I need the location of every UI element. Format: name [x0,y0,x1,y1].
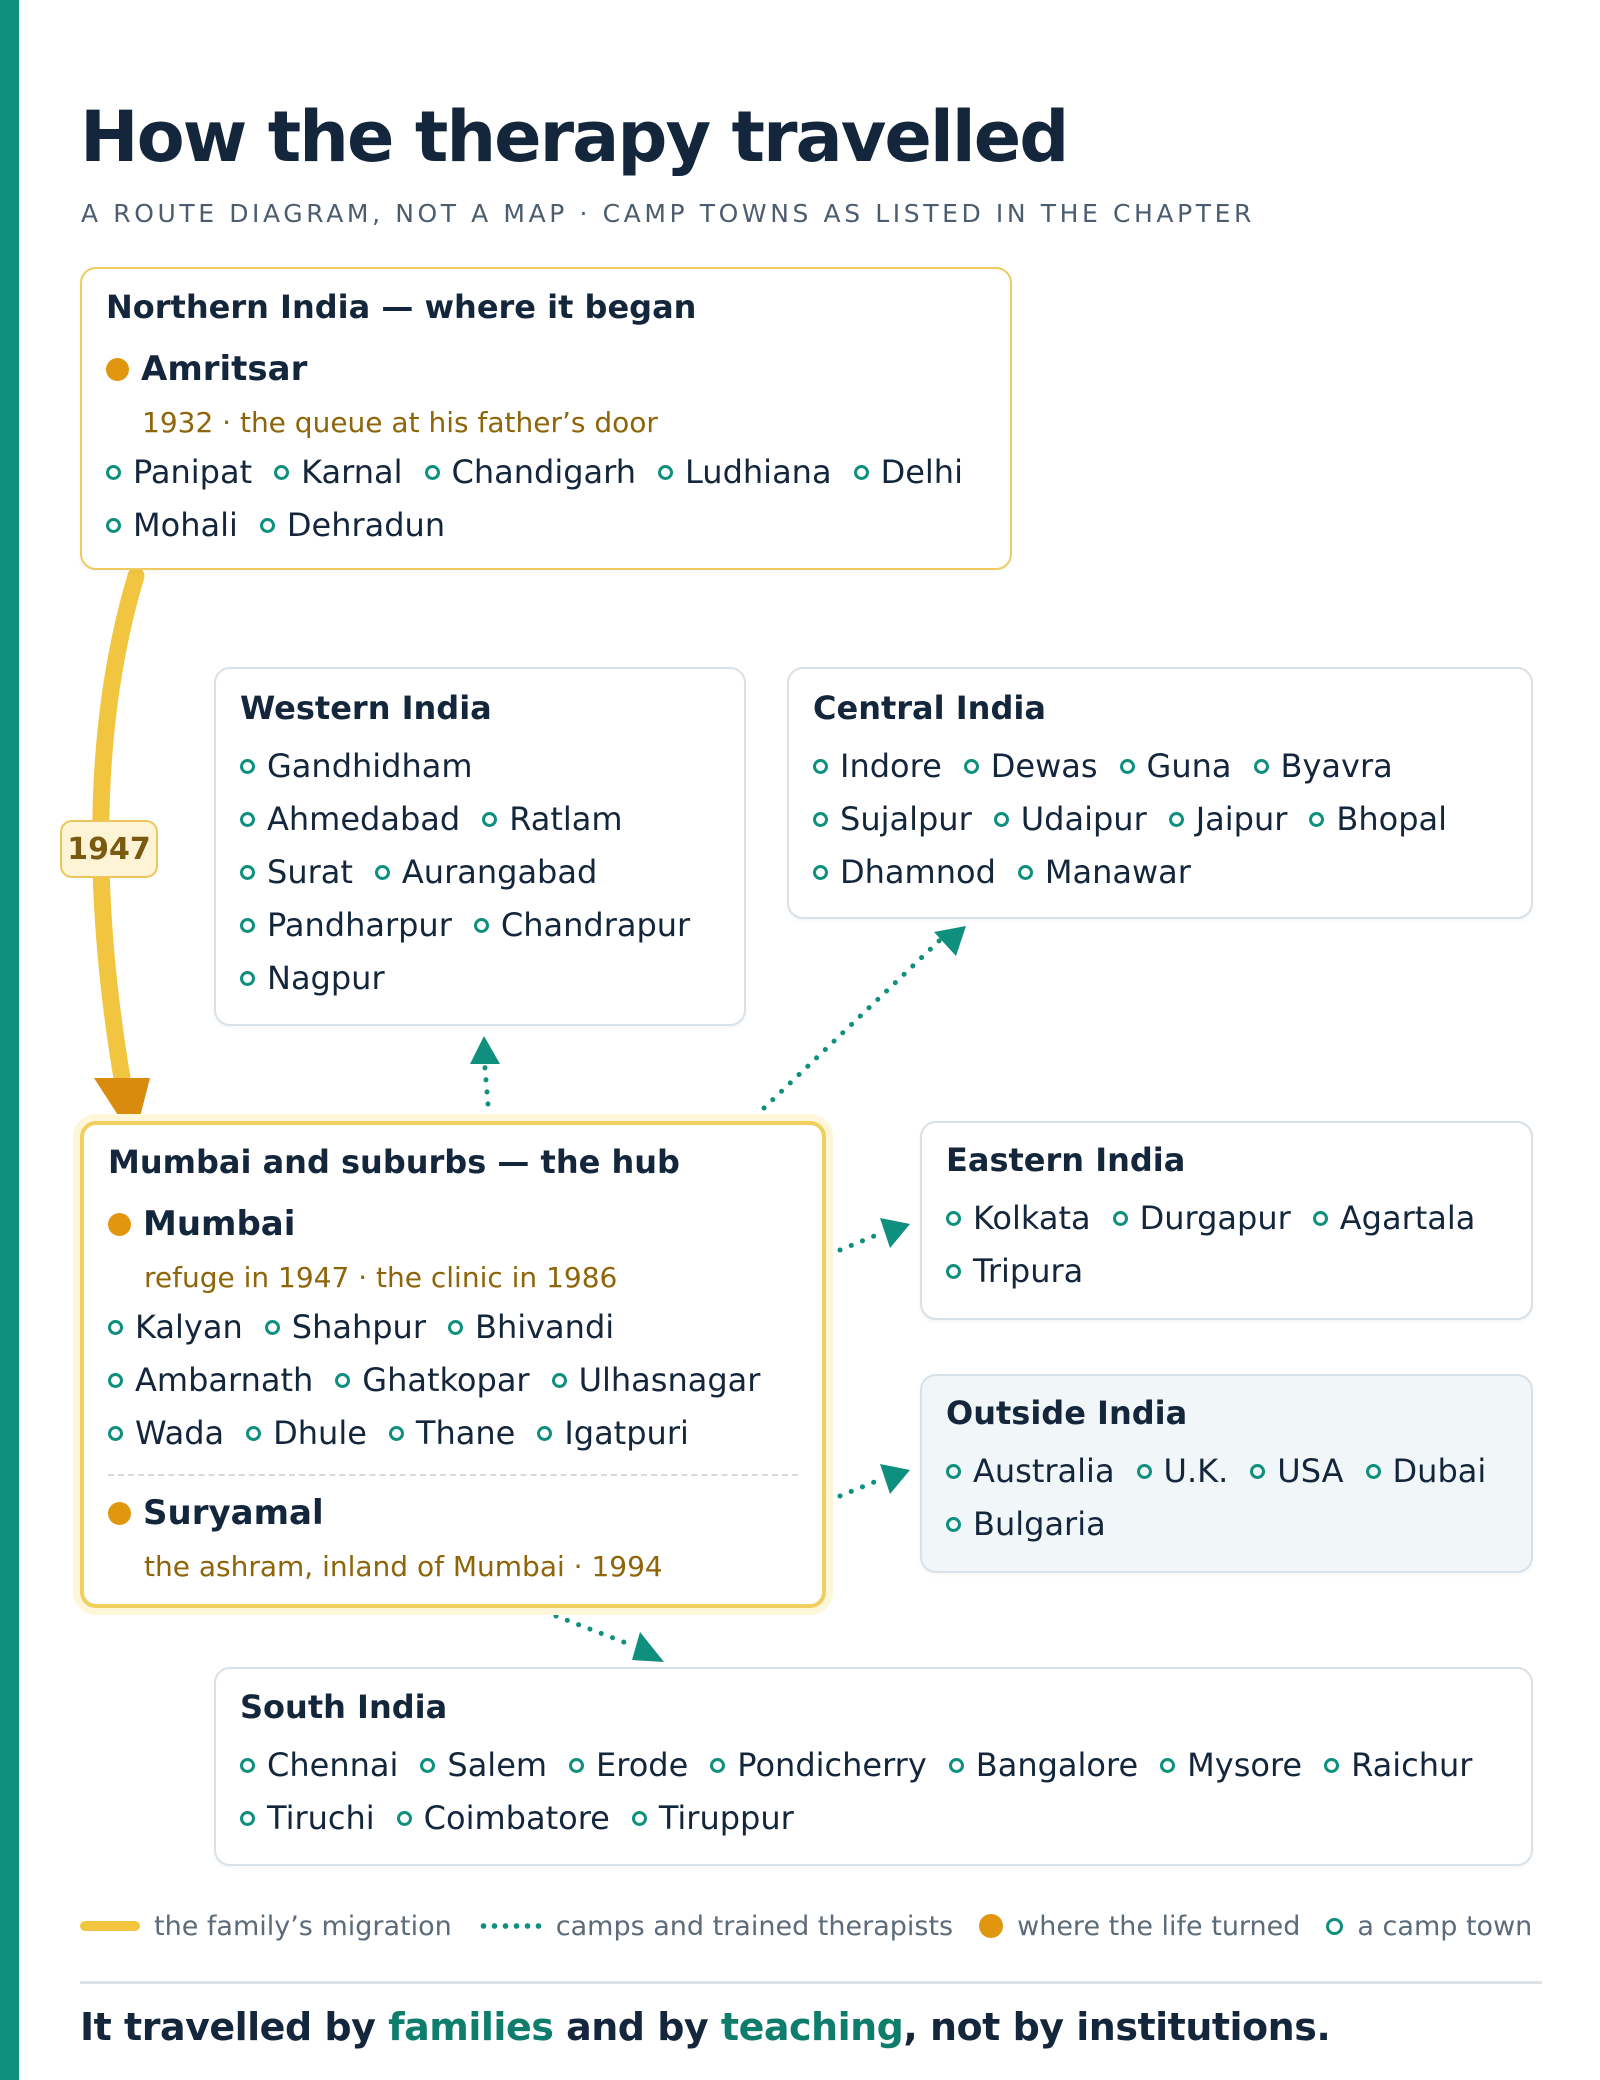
camp-town-icon [569,1758,584,1773]
legend-label: where the life turned [1017,1910,1301,1942]
camp-town-icon [710,1758,725,1773]
camp-town-label: Tiruchi [267,1799,375,1837]
town-row [813,800,1469,838]
camp-town-icon [1324,1758,1339,1773]
camp-town-label: Gandhidham [267,747,473,785]
camp-town-icon [1113,1211,1128,1226]
camp-town-label: Dewas [990,747,1098,785]
town-row [240,1746,1494,1784]
camp-town-icon [946,1464,961,1479]
camp-town-label: Byavra [1280,747,1393,785]
camp-town [425,453,637,491]
camp-town-label: Australia [973,1452,1115,1490]
camp-town-label: Panipat [133,453,253,491]
camp-town [1324,1746,1472,1784]
camp-town-label: U.K. [1163,1452,1229,1490]
camp-town [946,1252,1083,1290]
camp-town [946,1505,1106,1543]
camp-town [240,906,452,944]
town-row [813,747,1415,785]
camp-town-icon [1120,759,1135,774]
camp-town-icon [108,1320,123,1335]
camp-town [552,1361,761,1399]
key-place-note: 1932 · the queue at his father’s door [142,406,658,439]
camp-town [813,853,996,891]
camp-town-label: Durgapur [1139,1199,1291,1237]
camp-town [246,1414,367,1452]
route-to-central [764,940,940,1108]
camp-town [240,800,460,838]
camp-town-label: Chennai [267,1746,399,1784]
camp-town-icon [246,1426,261,1441]
camp-town-label: Ghatkopar [362,1361,530,1399]
camp-town [658,453,832,491]
town-row [946,1505,1128,1543]
camp-town-icon [265,1320,280,1335]
camp-town-label: Erode [596,1746,689,1784]
camp-town-icon [946,1264,961,1279]
camp-town-label: Tiruppur [658,1799,794,1837]
camp-town-icon [632,1811,647,1826]
camp-town-icon [108,1373,123,1388]
camp-town-label: Jaipur [1195,800,1288,838]
migration-line-icon [80,1921,140,1931]
camp-town-icon [274,465,289,480]
camp-town-label: Bhivandi [474,1308,615,1346]
turning-point-dot [108,1502,131,1525]
camp-town-icon [1366,1464,1381,1479]
town-row [106,506,467,544]
town-row [240,853,619,891]
camp-town [964,747,1098,785]
camp-town-label: Aurangabad [401,853,598,891]
camp-town [106,453,252,491]
camp-town-label: Bangalore [975,1746,1139,1784]
camp-town [994,800,1147,838]
camp-town [1254,747,1393,785]
camp-town-icon [240,865,255,880]
town-row [946,1452,1508,1490]
key-place-note: refuge in 1947 · the clinic in 1986 [144,1261,618,1294]
camp-town [335,1361,529,1399]
legend-migration [80,1911,452,1942]
footer-text: It travelled by [80,2005,389,2049]
route-to-south [556,1616,634,1646]
camp-town-icon [425,465,440,480]
camp-town-label: Ratlam [509,800,623,838]
camp-town [240,1746,398,1784]
region-western-india [214,667,746,1026]
camp-town-label: Ulhasnagar [578,1361,761,1399]
camp-town-label: Raichur [1351,1746,1473,1784]
camp-town [1309,800,1447,838]
region-title: Western India [240,689,492,727]
camp-town [946,1452,1115,1490]
camp-town-label: Shahpur [291,1308,426,1346]
key-place-note: the ashram, inland of Mumbai · 1994 [144,1550,663,1583]
camp-town [1120,747,1232,785]
camp-town-icon [1254,759,1269,774]
camp-town [537,1414,689,1452]
camp-town-label: USA [1277,1452,1344,1490]
town-row [240,959,407,997]
camp-town [106,506,238,544]
hub-divider [108,1474,798,1476]
town-row [240,1799,816,1837]
region-northern-india [80,267,1012,570]
camp-town-icon [1169,812,1184,827]
route-head-south [632,1632,664,1662]
town-row [946,1252,1105,1290]
camp-town [389,1414,515,1452]
camp-town-icon [106,465,121,480]
camp-town-label: Dubai [1392,1452,1487,1490]
camp-town-icon [240,812,255,827]
key-place-suryamal [108,1493,324,1533]
town-row [106,453,985,491]
camp-town-label: Coimbatore [423,1799,610,1837]
camp-town-label: Bhopal [1336,800,1448,838]
camp-town [854,453,963,491]
legend-camp-town [1326,1911,1532,1942]
camp-town [274,453,402,491]
footer-divider [80,1981,1542,1984]
town-row [813,853,1213,891]
region-title: Northern India — where it began [106,288,697,326]
town-row [240,906,712,944]
camp-town [108,1361,313,1399]
camp-town-label: Thane [415,1414,516,1452]
camp-town-label: Surat [267,853,353,891]
camp-town-icon [813,759,828,774]
camp-town-icon [260,518,275,533]
camp-town-icon [1137,1464,1152,1479]
camp-town [949,1746,1138,1784]
region-title: South India [240,1688,448,1726]
camp-town-icon [389,1426,404,1441]
camp-town [1160,1746,1302,1784]
camp-town-label: Ambarnath [135,1361,314,1399]
camp-town [265,1308,426,1346]
route-head-west [470,1036,500,1064]
town-row [946,1199,1497,1237]
region-title: Eastern India [946,1141,1186,1179]
region-central-india [787,667,1533,919]
camp-town-label: Wada [135,1414,225,1452]
camp-town [1250,1452,1343,1490]
dotted-route-icon [478,1922,542,1930]
route-to-east [840,1232,884,1250]
camp-town [397,1799,610,1837]
legend [80,1906,1558,1946]
camp-town-icon [108,1426,123,1441]
region-outside-india [920,1374,1533,1573]
camp-town-icon [106,518,121,533]
camp-town [1113,1199,1291,1237]
camp-town-icon [813,865,828,880]
camp-town-icon [949,1758,964,1773]
camp-town-icon [240,759,255,774]
camp-town [108,1414,224,1452]
camp-town-label: Chandigarh [451,453,637,491]
camp-town-label: Dehradun [286,506,446,544]
camp-town-label: Karnal [301,453,403,491]
camp-town-label: Mohali [133,506,238,544]
town-row [108,1414,711,1452]
camp-town-label: Tripura [973,1252,1084,1290]
camp-town-icon [1309,812,1324,827]
camp-town-icon [854,465,869,480]
legend-label: a camp town [1357,1910,1533,1942]
camp-town [1137,1452,1229,1490]
camp-town-icon [448,1320,463,1335]
camp-town-icon [994,812,1009,827]
camp-town-label: Nagpur [267,959,385,997]
camp-town-label: Mysore [1187,1746,1303,1784]
camp-town-icon [397,1811,412,1826]
page-subtitle: A ROUTE DIAGRAM, NOT A MAP · CAMP TOWNS AS LISTED IN THE CHAPTER [81,199,1256,228]
camp-town [108,1308,243,1346]
camp-town [946,1199,1091,1237]
camp-town-label: Kalyan [135,1308,243,1346]
camp-town-label: Pondicherry [737,1746,927,1784]
camp-town-icon [1250,1464,1265,1479]
key-place-label: Mumbai [143,1204,296,1244]
camp-town [1366,1452,1487,1490]
camp-town [1313,1199,1476,1237]
camp-town-label: Sujalpur [840,800,972,838]
town-row [108,1308,636,1346]
key-place-mumbai [108,1204,295,1244]
camp-town-label: Ahmedabad [267,800,461,838]
camp-town-label: Chandrapur [500,906,691,944]
footer-statement [80,2005,1330,2049]
footer-highlight: families [388,2005,554,2049]
camp-town [375,853,597,891]
camp-town-icon [1160,1758,1175,1773]
key-place-label: Amritsar [141,349,308,389]
legend-camps [478,1911,953,1942]
region-title: Central India [813,689,1046,727]
camp-town-icon [474,918,489,933]
region-title: Outside India [946,1394,1188,1432]
town-row [240,747,495,785]
region-eastern-india [920,1121,1533,1320]
town-row [240,800,645,838]
turning-point-dot [106,358,129,381]
camp-town-icon [240,918,255,933]
camp-town-icon [964,759,979,774]
route-head-outside [880,1464,910,1494]
camp-town-label: Dhamnod [840,853,996,891]
camp-town-icon [946,1517,961,1532]
camp-town-icon [1313,1211,1328,1226]
camp-town-icon [240,971,255,986]
camp-town-label: Delhi [880,453,963,491]
page-title: How the therapy travelled [80,96,1068,178]
footer-text: , not by institutions. [903,2005,1331,2049]
camp-town-icon [375,865,390,880]
camp-town-icon [658,465,673,480]
turning-point-dot [108,1213,131,1236]
camp-town [260,506,445,544]
camp-town-icon [240,1811,255,1826]
camp-town [482,800,622,838]
camp-town-label: Salem [447,1746,548,1784]
camp-town-icon [1018,865,1033,880]
footer-text: and by [553,2005,721,2049]
camp-town-icon [813,812,828,827]
route-head-east [880,1218,910,1248]
camp-town-label: Bulgaria [973,1505,1106,1543]
legend-label: the family’s migration [154,1910,452,1942]
camp-town [1169,800,1288,838]
region-south-india [214,1667,1533,1866]
camp-town-label: Kolkata [973,1199,1091,1237]
region-title: Mumbai and suburbs — the hub [108,1143,680,1181]
camp-town-ring-icon [1326,1918,1343,1935]
camp-town [240,959,385,997]
camp-town-label: Ludhiana [685,453,832,491]
camp-town-label: Udaipur [1020,800,1147,838]
camp-town-label: Agartala [1339,1199,1476,1237]
camp-town-icon [552,1373,567,1388]
camp-town [474,906,690,944]
legend-label: camps and trained therapists [555,1910,954,1942]
camp-town [240,1799,375,1837]
migration-year-badge: 1947 [60,820,158,878]
route-to-outside [840,1478,884,1496]
camp-town-icon [240,1758,255,1773]
camp-town-label: Guna [1146,747,1232,785]
footer-highlight: teaching [720,2005,904,2049]
camp-town [710,1746,926,1784]
camp-town [569,1746,688,1784]
camp-town-icon [420,1758,435,1773]
town-row [108,1361,782,1399]
camp-town-icon [482,812,497,827]
legend-turning-point [979,1911,1300,1942]
camp-town-label: Indore [840,747,942,785]
camp-town-label: Pandharpur [267,906,452,944]
camp-town-icon [335,1373,350,1388]
camp-town [813,747,942,785]
camp-town [813,800,972,838]
camp-town-icon [537,1426,552,1441]
camp-town-label: Dhule [273,1414,367,1452]
turning-point-dot-icon [979,1914,1003,1938]
camp-town [240,747,473,785]
camp-town [420,1746,547,1784]
region-mumbai-hub [80,1121,826,1608]
camp-town [448,1308,614,1346]
camp-town [1018,853,1191,891]
camp-town-label: Igatpuri [564,1414,689,1452]
camp-town [240,853,353,891]
camp-town-icon [946,1211,961,1226]
camp-town [632,1799,794,1837]
key-place-label: Suryamal [143,1493,324,1533]
key-place-amritsar [106,349,307,389]
camp-town-label: Manawar [1044,853,1191,891]
